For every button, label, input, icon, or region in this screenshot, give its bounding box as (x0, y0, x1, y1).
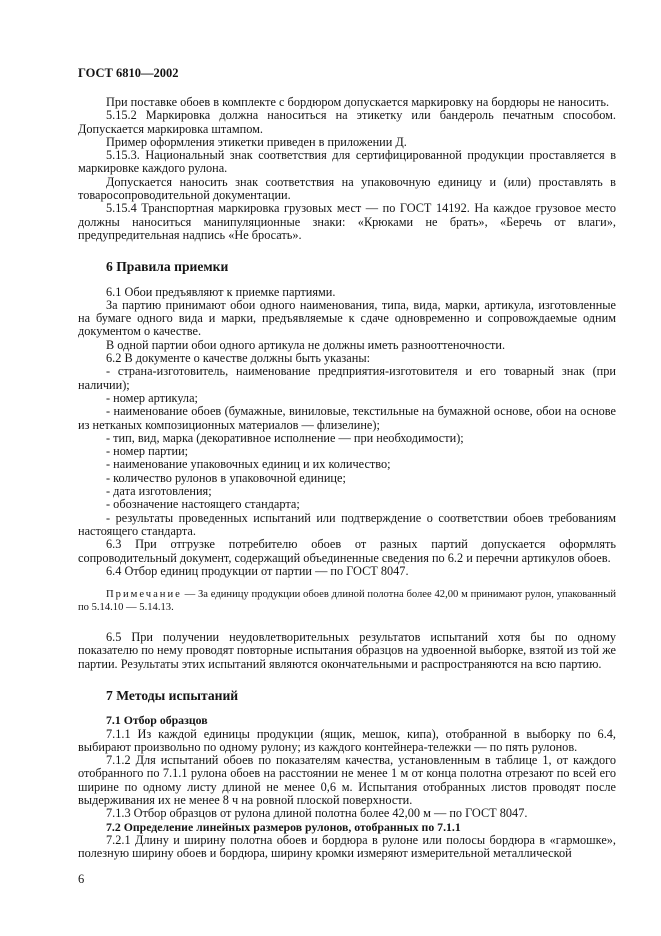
subsection-heading: 7.1 Отбор образцов (106, 713, 208, 728)
paragraph: 6.4 Отбор единиц продукции от партии — по ГОСТ 8047. (106, 563, 409, 578)
paragraph: 5.15.3. Национальный знак соответствия для сертифицированной продукции проставляется в маркировке каждого рулона. (78, 148, 616, 176)
paragraph: При поставке обоев в комплекте с бордюром допускается маркировку на бордюры не наносить. (106, 95, 610, 109)
note-label: Примечание (106, 589, 182, 601)
page-content (78, 96, 616, 861)
paragraph: 5.15.4 Транспортная маркировка грузовых мест — по ГОСТ 14192. На каждое грузовое место должны наноситься манипуляционные знаки: «Крюками не брать», «Беречь от влаги», предупредительная надпись «Не бросать». (78, 201, 616, 242)
list-item: - номер партии; (106, 444, 189, 459)
paragraph: 7.1.3 Отбор образцов от рулона длиной полотна более 42,00 м — по ГОСТ 8047. (106, 806, 528, 821)
paragraph: 6.5 При получении неудовлетворительных результатов испытаний хотя бы по одному показателю по нему проводят повторные испытания образцов на удвоенной выборке, взятой из той же партии. Результаты этих испытаний являются окончательными и распространяются на всю партию. (78, 630, 616, 671)
paragraph: 6.3 При отгрузке потребителю обоев от разных партий допускается оформлять сопроводительный документ, содержащий объединенные сведения по 6.2 и перечни артикулов обоев. (78, 537, 616, 565)
list-item: - страна-изготовитель, наименование предприятия-изготовителя и его товарный знак (при наличии); (78, 364, 616, 392)
page-number: 6 (78, 872, 85, 886)
paragraph: Допускается наносить знак соответствия на упаковочную единицу и (или) проставлять в товаросопроводительной документации. (78, 174, 616, 203)
paragraph: 5.15.2 Маркировка должна наноситься на этикетку или бандероль печатным способом. Допускается маркировка штампом. (78, 108, 616, 136)
subsection-heading: 7.2 Определение линейных размеров рулонов, отобранных по 7.1.1 (106, 819, 461, 834)
paragraph: 7.1.1 Из каждой единицы продукции (ящик, мешок, кипа), отобранной в выборку по 6.4, выбирают произвольно по одному рулону; из каждого контейнера-тележки — по пять рулонов. (78, 726, 616, 754)
section-7-heading: 7 Методы испытаний (106, 687, 239, 703)
list-item: - дата изготовления; (106, 484, 212, 499)
list-item: - номер артикула; (106, 390, 198, 405)
paragraph: За партию принимают обои одного наименования, типа, вида, марки, артикула, изготовленные на бумаге одного вида и марки, предъявляемые к сдаче одновременно и сопровождаемые одним документом о качестве. (78, 297, 616, 339)
list-item: - количество рулонов в упаковочной единице; (106, 470, 346, 485)
document-header: ГОСТ 6810—2002 (78, 66, 179, 80)
paragraph: В одной партии обои одного артикула не должны иметь разнооттеночности. (106, 337, 506, 352)
note (78, 588, 616, 614)
list-item: - обозначение настоящего стандарта; (106, 497, 300, 512)
note-text: — За единицу продукции обоев длиной полотна более 42,00 м принимают рулон, упакованный по 5.14.10 — 5.14.13. (78, 589, 616, 614)
list-item: - наименование упаковочных единиц и их количество; (106, 457, 391, 472)
list-item: - результаты проведенных испытаний или подтверждение о соответствии обоев требованиям настоящего стандарта. (78, 510, 616, 538)
list-item: - наименование обоев (бумажные, виниловые, текстильные на бумажной основе, обои на основе из нетканых композиционных материалов — флизелине); (78, 404, 616, 432)
section-6-heading: 6 Правила приемки (106, 259, 229, 275)
list-item: - тип, вид, марка (декоративное исполнение — при необходимости); (106, 430, 464, 445)
paragraph: 7.1.2 Для испытаний обоев по показателям качества, установленным в таблице 1, от каждого отобранного по 7.1.1 рулона обоев на расстоянии не менее 1 м от конца полотна отрезают по всей его ширине по одному листу длиной не менее 0,6 м. Испытания отобранных листов проводят после выдерживания их не менее 8 ч на ровной плоской поверхности. (78, 753, 616, 808)
paragraph: Пример оформления этикетки приведен в приложении Д. (106, 134, 407, 149)
paragraph: 6.2 В документе о качестве должны быть указаны: (106, 351, 370, 366)
paragraph: 6.1 Обои предъявляют к приемке партиями. (106, 284, 336, 299)
paragraph: 7.2.1 Длину и ширину полотна обоев и бордюра в рулоне или полосы бордюра в «гармошке», полезную ширину обоев и бордюра, ширину кромки измеряют измерительной металлической (78, 832, 616, 861)
